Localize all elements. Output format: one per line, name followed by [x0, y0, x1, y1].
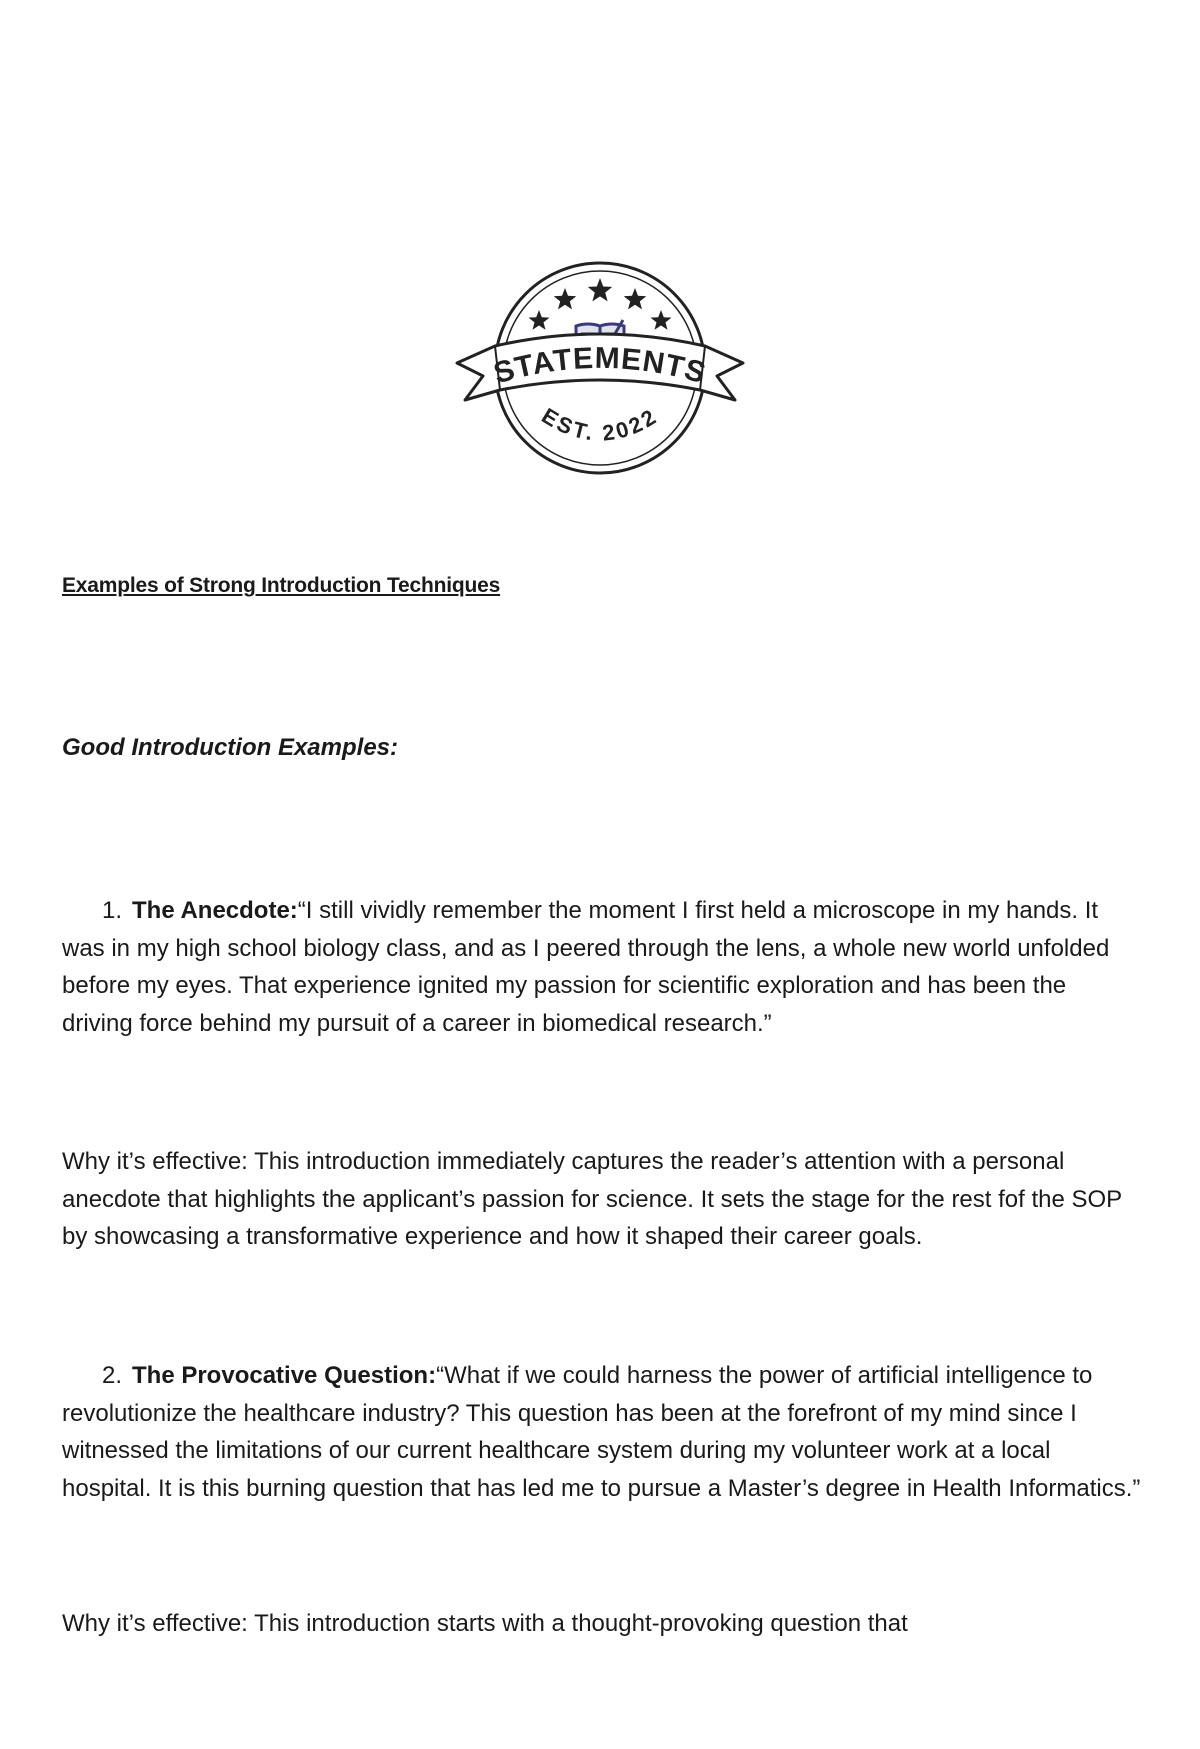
why-effective-paragraph: Why it’s effective: This introduction immediately captures the reader’s attention with a personal anecdote that highlights the applicant’s passion for science. It sets the stage for the rest fof the SOP by showcasing a transformative experience and how it shaped their career goals. — [62, 1148, 1122, 1250]
list-number: 1. — [101, 897, 122, 924]
list-item-text: “What if we could harness the power of artificial intelligence to revolutionize the healthcare industry? This question has been at the forefront of my mind since I witnessed the limitations of our current healthcare system during my volunteer work at a local hospital. It is this burning question that has led me to pursue a Master’s degree in Health Informatics.” — [62, 1362, 1141, 1502]
svg-text:EST. 2022 — [537, 403, 662, 446]
list-number: 2. — [101, 1362, 122, 1389]
list-item-anecdote — [62, 892, 1142, 1042]
section-subheading: Good Introduction Examples: — [62, 734, 399, 761]
logo-brand-text: STATEMENTS — [490, 341, 710, 391]
list-item-label: The Anecdote: — [132, 897, 298, 924]
list-item-provocative-question — [62, 1357, 1142, 1507]
list-item-label: The Provocative Question: — [132, 1362, 437, 1389]
logo-established-text: EST. 2022 — [537, 402, 663, 446]
statements-logo — [455, 258, 745, 490]
document-title: Examples of Strong Introduction Techniques — [62, 574, 501, 597]
list-item-text: “I still vividly remember the moment I first held a microscope in my hands. It was in my high school biology class, and as I peered through the lens, a whole new world unfolded before my eyes. That experience ignited my passion for scientific exploration and has been the driving force behind my pursuit of a career in biomedical research.” — [62, 897, 1110, 1037]
why-effective-paragraph: Why it’s effective: This introduction starts with a thought-provoking question that — [62, 1610, 908, 1637]
